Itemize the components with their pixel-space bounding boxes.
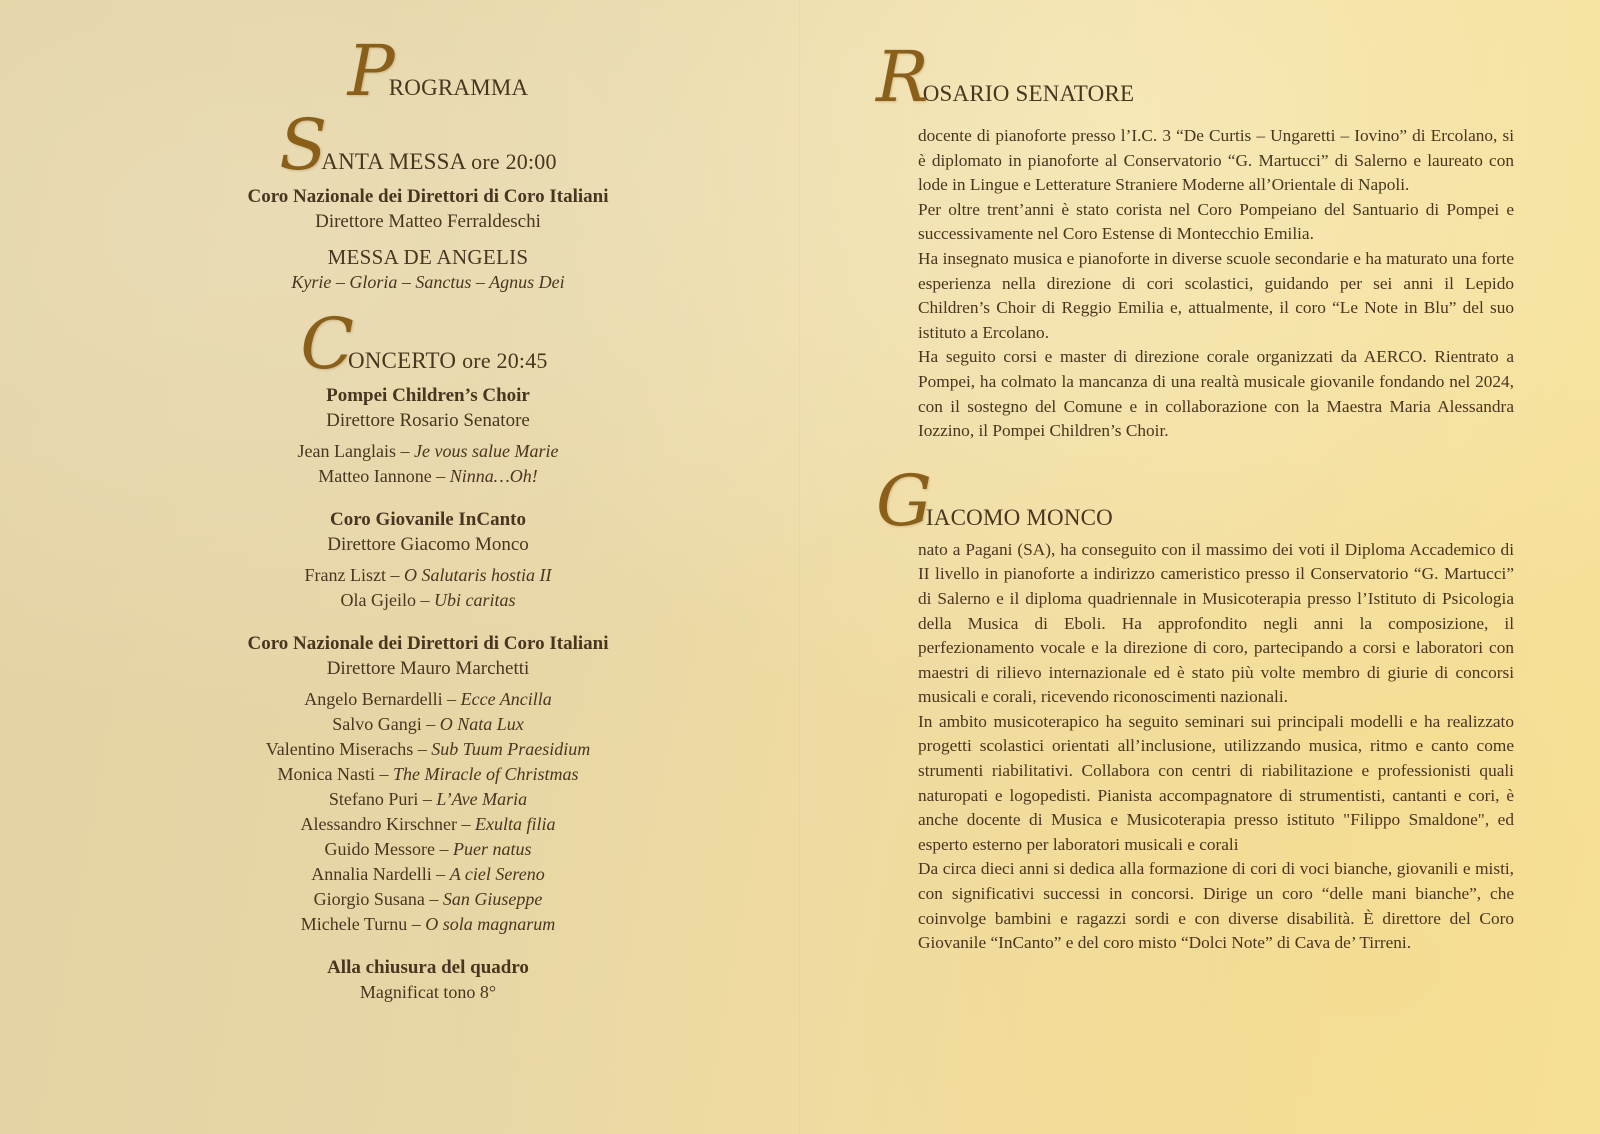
programme-column <box>168 30 688 1005</box>
bio-paragraph: Ha insegnato musica e pianoforte in diverse scuole secondarie e ha maturato una forte esperienza nella direzione di cori scolastici, guidando per sei anni il Lepido Children’s Choir di Reggio Emilia e, attualmente, il coro “Le Note in Blu” del suo istituto a Ercolano. <box>918 248 1514 342</box>
group-choir: Coro Nazionale dei Direttori di Coro Italiani <box>247 633 609 654</box>
santa-messa-time: ore 20:00 <box>471 149 557 174</box>
bio-paragraph: Da circa dieci anni si dedica alla formazione di cori di voci bianche, giovanili e misti, con significativi successi in concorsi. Dirige un coro “delle mani bianche”, che coinvolge bambini e ragazzi sordi e con diverse disabilità. È direttore del Coro Giovanile “InCanto” e del coro misto “Dolci Note” di Cava de’ Tirreni. <box>918 859 1514 953</box>
santa-messa-heading <box>148 104 688 186</box>
concerto-heading <box>160 303 688 385</box>
bio-paragraph: Per oltre trent’anni è stato corista nel Coro Pompeiano del Santuario di Pompei e successivamente nel Coro Estense di Montecchio Emilia. <box>918 199 1514 244</box>
concert-group <box>168 631 688 937</box>
bio-paragraph: nato a Pagani (SA), ha conseguito con il massimo dei voti il Diploma Accademico di II livello in pianoforte a indirizzo cameristico presso il Conservatorio “G. Martucci” di Salerno e il diploma quadriennale in Musicoterapia presso l’Istituto di Psicologia della Musica di Eboli. Ha approfondito negli anni la composizione, il perfezionamento vocale e la direzione di coro, partecipando a corsi e laboratori con maestri di rilievo internazionale ed è stato più volte membro di giurie di concorsi musicali e corali, ricevendo riconoscimenti nazionali. <box>918 539 1514 707</box>
bio-paragraph: Ha seguito corsi e master di direzione corale organizzati da AERCO. Rientrato a Pompei, ha colmato la mancanza di una realtà musicale giovanile fondando nel 2024, con il sostegno del Comune e in collaborazione con la Maestra Maria Alessandra Iozzino, il Pompei Children’s Choir. <box>918 347 1514 441</box>
giacomo-heading <box>876 459 1516 548</box>
piece-line: Ola Gjeilo – Ubi caritas <box>340 590 516 610</box>
piece-line: Valentino Miserachs – Sub Tuum Praesidium <box>265 739 591 759</box>
page-fold <box>799 0 801 1134</box>
concert-group <box>168 507 688 613</box>
rosario-heading <box>876 36 1516 132</box>
piece-line: Alessandro Kirschner – Exulta filia <box>300 814 556 834</box>
piece-line: Angelo Bernardelli – Ecce Ancilla <box>304 689 552 709</box>
bio-paragraph: In ambito musicoterapico ha seguito seminari sui principali modelli e ha realizzato progetti scolastici orientati all’inclusione, utilizzando musica, ritmo e canto come strumenti riabilitativi. Collabora con centri di riabilitazione e professionisti quali naturopati e logopedisti. Pianista accompagnatore di strumentisti, cantanti e cori, è anche docente di Musica e Musicoterapia presso istituto "Filippo Smaldone", ed esperto esterno per laboratori musicali e corali <box>918 711 1514 854</box>
rosario-initial: R <box>876 36 929 118</box>
piece-line: Franz Liszt – O Salutaris hostia II <box>304 565 552 585</box>
group-choir: Coro Giovanile InCanto <box>329 509 526 530</box>
programma-initial: P <box>347 30 395 112</box>
programma-heading <box>188 30 688 112</box>
santa-messa-heading-text: ANTA MESSA <box>321 149 466 174</box>
giacomo-bio <box>918 538 1514 956</box>
messa-director: Direttore Matteo Ferraldeschi <box>315 211 541 232</box>
rosario-bio <box>918 124 1514 444</box>
piece-line: Stefano Puri – L’Ave Maria <box>328 789 528 809</box>
piece-line: Giorgio Susana – San Giuseppe <box>313 889 543 909</box>
messa-title: MESSA DE ANGELIS <box>327 245 529 269</box>
giacomo-heading-text: IACOMO MONCO <box>925 504 1113 530</box>
closing-text: Magnificat tono 8° <box>359 982 497 1002</box>
biographies-column <box>876 36 1516 956</box>
group-choir: Pompei Children’s Choir <box>326 385 530 406</box>
giacomo-initial: G <box>876 459 932 542</box>
piece-line: Jean Langlais – Je vous salue Marie <box>297 441 559 461</box>
piece-line: Matteo Iannone – Ninna…Oh! <box>318 466 538 486</box>
bio-paragraph: docente di pianoforte presso l’I.C. 3 “De Curtis – Ungaretti – Iovino” di Ercolano, si è diplomato in pianoforte al Conservatorio “G. Martucci” di Salerno e laureato con lode in Lingue e Letterature Straniere Moderne all’Orientale di Napoli. <box>918 126 1514 195</box>
messa-choir: Coro Nazionale dei Direttori di Coro Italiani <box>247 186 609 207</box>
santa-messa-initial: S <box>279 104 328 186</box>
closing-title: Alla chiusura del quadro <box>327 957 529 978</box>
piece-line: Michele Turnu – O sola magnarum <box>300 914 556 934</box>
concerto-initial: C <box>300 303 354 385</box>
group-director: Direttore Giacomo Monco <box>327 534 529 555</box>
group-director: Direttore Rosario Senatore <box>326 410 530 431</box>
concert-group <box>168 383 688 489</box>
programma-heading-text: ROGRAMMA <box>388 75 529 100</box>
piece-line: Monica Nasti – The Miracle of Christmas <box>277 764 579 784</box>
rosario-heading-text: OSARIO SENATORE <box>922 81 1135 106</box>
piece-line: Salvo Gangi – O Nata Lux <box>332 714 524 734</box>
piece-line: Guido Messore – Puer natus <box>324 839 532 859</box>
piece-line: Annalia Nardelli – A ciel Sereno <box>311 864 545 884</box>
concerto-time: ore 20:45 <box>462 348 548 373</box>
concerto-heading-text: ONCERTO <box>347 348 457 373</box>
group-director: Direttore Mauro Marchetti <box>326 658 530 679</box>
messa-parts: Kyrie – Gloria – Sanctus – Agnus Dei <box>291 272 565 292</box>
